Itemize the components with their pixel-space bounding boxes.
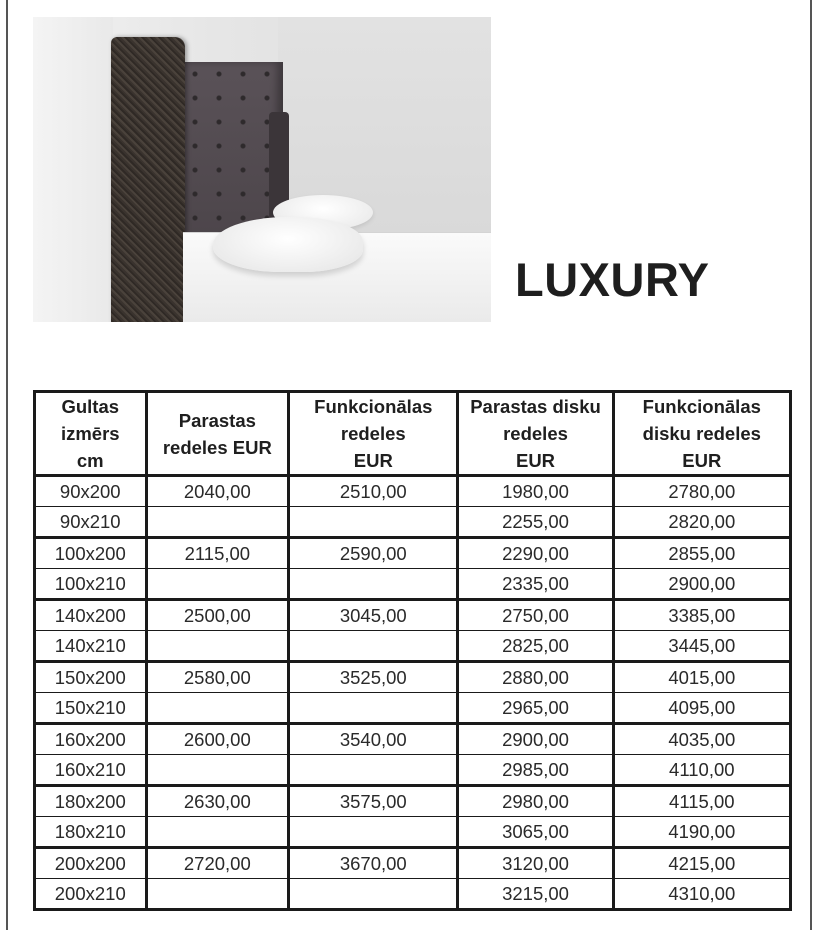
- price-cell: 2255,00: [458, 507, 613, 538]
- price-cell: [289, 817, 458, 848]
- price-cell: 2780,00: [613, 476, 790, 507]
- price-cell: 2115,00: [146, 538, 289, 569]
- product-title: LUXURY: [515, 253, 710, 306]
- price-cell: 3120,00: [458, 848, 613, 879]
- price-cell: 4215,00: [613, 848, 790, 879]
- header-functional-disc-slats: Funkcionālas disku redeles EUR: [613, 392, 790, 476]
- price-cell: 2985,00: [458, 755, 613, 786]
- price-cell: 2040,00: [146, 476, 289, 507]
- table-row: [35, 631, 791, 662]
- price-cell: 2590,00: [289, 538, 458, 569]
- size-cell: 150x200: [35, 662, 147, 693]
- header-standard-disc-slats: Parastas disku redeles EUR: [458, 392, 613, 476]
- price-cell: 2720,00: [146, 848, 289, 879]
- price-cell: 3540,00: [289, 724, 458, 755]
- table-row: [35, 786, 791, 817]
- price-cell: 2600,00: [146, 724, 289, 755]
- price-table: [33, 390, 792, 911]
- size-cell: 180x200: [35, 786, 147, 817]
- price-cell: 2335,00: [458, 569, 613, 600]
- price-cell: 3045,00: [289, 600, 458, 631]
- price-cell: 2500,00: [146, 600, 289, 631]
- price-cell: [146, 507, 289, 538]
- size-cell: 100x200: [35, 538, 147, 569]
- price-cell: 3445,00: [613, 631, 790, 662]
- header-functional-slats: Funkcionālas redeles EUR: [289, 392, 458, 476]
- price-cell: 4110,00: [613, 755, 790, 786]
- size-cell: 100x210: [35, 569, 147, 600]
- price-cell: 4310,00: [613, 879, 790, 910]
- table-row: [35, 848, 791, 879]
- page-border-right: [810, 0, 812, 930]
- price-cell: [146, 631, 289, 662]
- headboard-frame: [111, 37, 185, 322]
- price-cell: 4015,00: [613, 662, 790, 693]
- product-photo: [33, 17, 491, 322]
- price-cell: [289, 631, 458, 662]
- price-cell: 3065,00: [458, 817, 613, 848]
- table-row: [35, 662, 791, 693]
- price-cell: 3670,00: [289, 848, 458, 879]
- price-cell: 4190,00: [613, 817, 790, 848]
- size-cell: 200x210: [54, 882, 126, 904]
- price-cell: 2510,00: [289, 476, 458, 507]
- size-cell: 160x210: [35, 755, 147, 786]
- size-cell: 90x200: [35, 476, 147, 507]
- price-cell: 4095,00: [613, 693, 790, 724]
- size-cell: 140x200: [35, 600, 147, 631]
- price-cell: [146, 569, 289, 600]
- table-row: [35, 476, 791, 507]
- table-row: [35, 569, 791, 600]
- price-cell: 3525,00: [289, 662, 458, 693]
- price-cell: [146, 693, 289, 724]
- size-cell: 200x200: [35, 848, 147, 879]
- table-row: [35, 724, 791, 755]
- price-cell: [289, 569, 458, 600]
- price-cell: [289, 507, 458, 538]
- price-cell: [146, 879, 289, 910]
- price-cell: 2880,00: [458, 662, 613, 693]
- size-cell: 90x210: [35, 507, 147, 538]
- table-row: [35, 600, 791, 631]
- size-cell: 160x200: [35, 724, 147, 755]
- pillow: [213, 217, 363, 272]
- table-row: [35, 879, 791, 910]
- price-cell: 2825,00: [458, 631, 613, 662]
- price-cell: [289, 755, 458, 786]
- table-row: [35, 693, 791, 724]
- table-header-row: [35, 392, 791, 476]
- table-row: [35, 538, 791, 569]
- price-cell: 2965,00: [458, 693, 613, 724]
- table-row: [35, 755, 791, 786]
- header-size: Gultas izmērs cm: [35, 392, 147, 476]
- price-cell: [146, 755, 289, 786]
- price-cell: 2980,00: [458, 786, 613, 817]
- price-cell: [146, 817, 289, 848]
- price-cell: [289, 879, 458, 910]
- price-cell: 1980,00: [458, 476, 613, 507]
- price-cell: 2820,00: [613, 507, 790, 538]
- price-cell: 2900,00: [613, 569, 790, 600]
- price-cell: 3385,00: [613, 600, 790, 631]
- header-standard-slats: Parastas redeles EUR: [146, 392, 289, 476]
- price-cell: 2750,00: [458, 600, 613, 631]
- price-cell: 2580,00: [146, 662, 289, 693]
- price-cell: 3575,00: [289, 786, 458, 817]
- page-border-left: [6, 0, 8, 930]
- price-cell: 4115,00: [613, 786, 790, 817]
- table-row: [35, 507, 791, 538]
- table-row: [35, 817, 791, 848]
- price-cell: 3215,00: [458, 879, 613, 910]
- size-cell: 180x210: [35, 817, 147, 848]
- size-cell: 150x210: [35, 693, 147, 724]
- size-cell: 140x210: [35, 631, 147, 662]
- price-cell: 2630,00: [146, 786, 289, 817]
- price-cell: 2900,00: [458, 724, 613, 755]
- price-cell: 2290,00: [458, 538, 613, 569]
- price-cell: 2855,00: [613, 538, 790, 569]
- price-cell: 4035,00: [613, 724, 790, 755]
- price-cell: [289, 693, 458, 724]
